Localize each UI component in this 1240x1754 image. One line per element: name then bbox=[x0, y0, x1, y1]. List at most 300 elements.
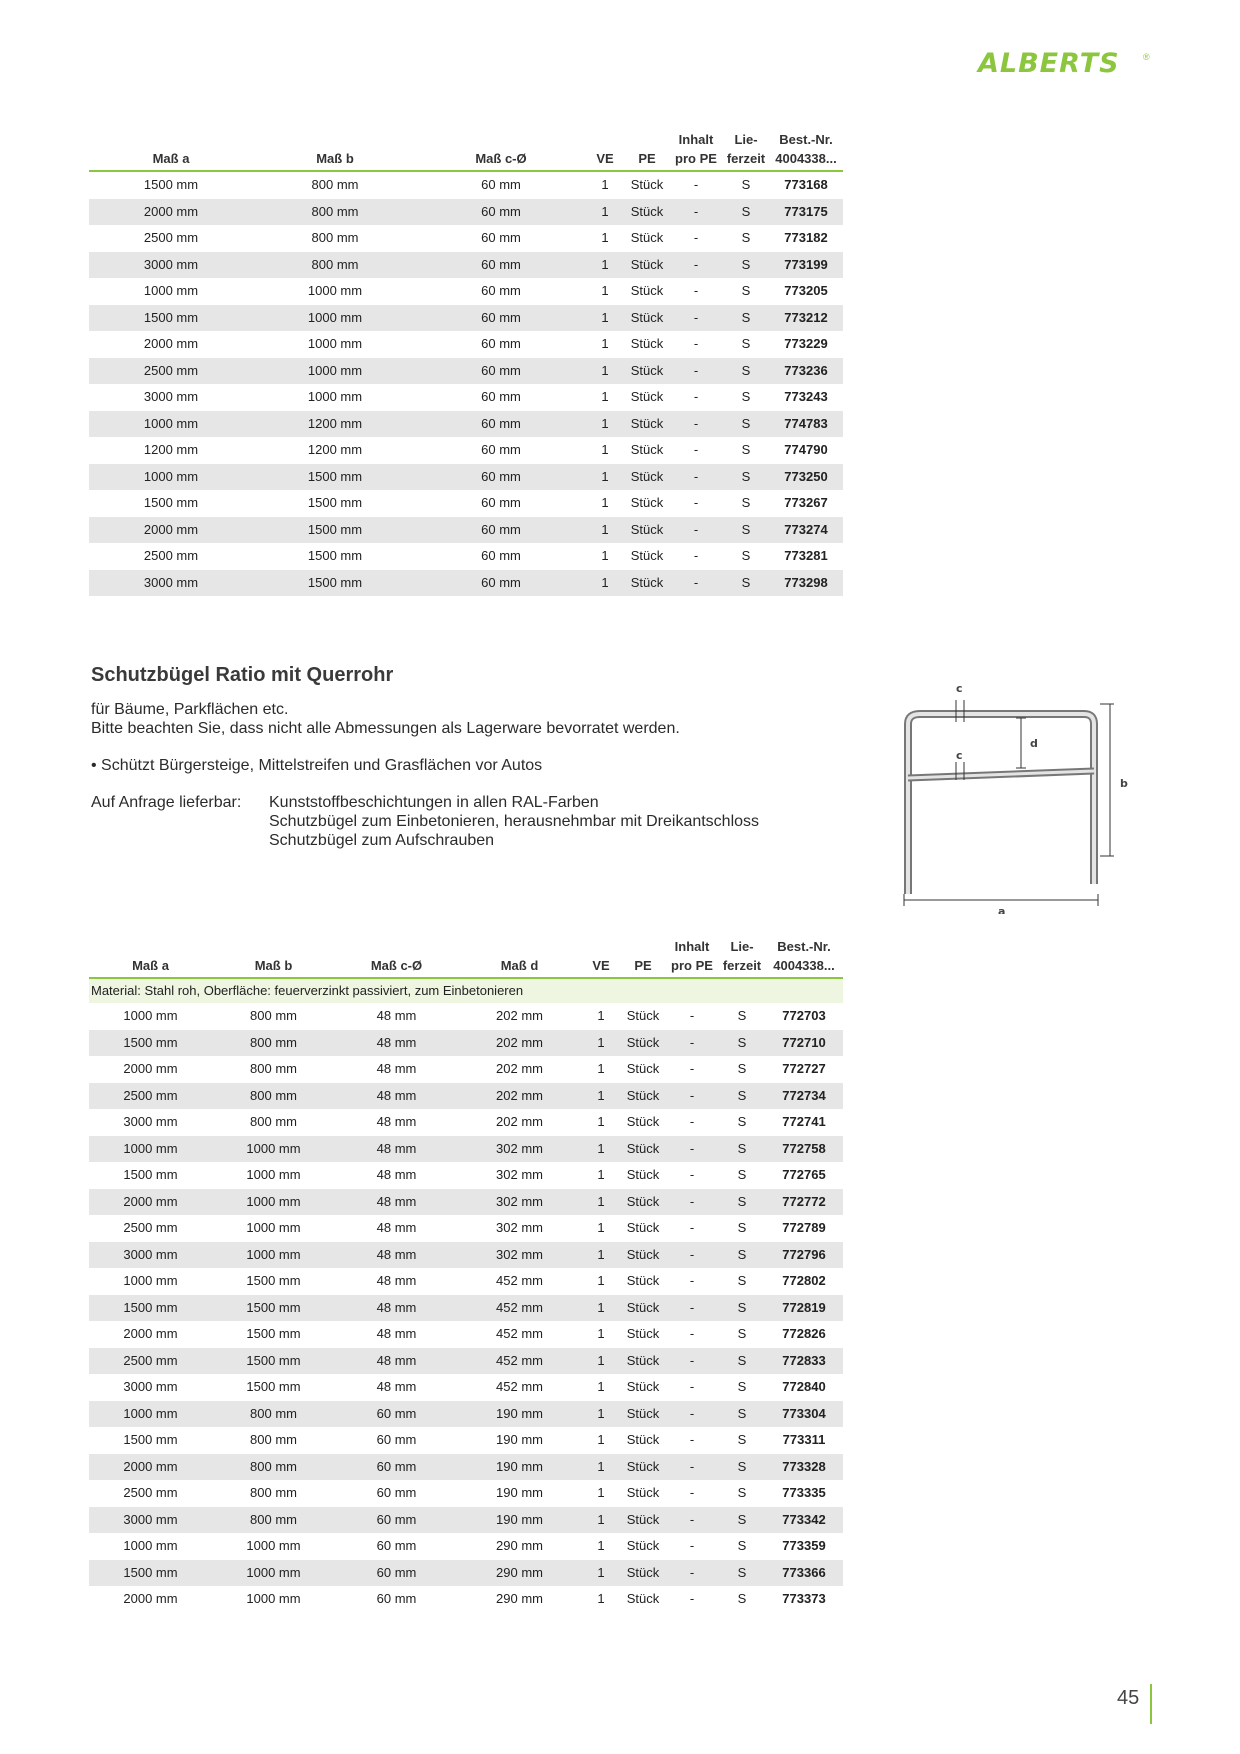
table-cell: Stück bbox=[630, 283, 664, 299]
table-cell: Stück bbox=[630, 442, 664, 458]
header-bestnr-line2: 4004338... bbox=[775, 151, 837, 166]
table-cell: 1200 mm bbox=[143, 442, 199, 458]
table-cell: 1 bbox=[585, 570, 625, 597]
table-cell: 452 mm bbox=[458, 1348, 581, 1375]
table-row bbox=[89, 570, 843, 597]
table-cell: - bbox=[665, 1560, 719, 1587]
table-cell: 3000 mm bbox=[89, 1507, 212, 1534]
table-cell: 1 bbox=[601, 336, 609, 352]
table-cell: 1 bbox=[581, 1083, 621, 1110]
table-cell: 3000 mm bbox=[89, 1242, 212, 1269]
table-cell: 302 mm bbox=[496, 1167, 543, 1183]
table-cell: 1200 mm bbox=[307, 442, 363, 458]
table-cell: 1 bbox=[581, 1136, 621, 1163]
table-cell: - bbox=[689, 1008, 695, 1024]
table-row bbox=[89, 1056, 843, 1083]
table-cell: - bbox=[669, 411, 723, 438]
table-cell: 48 mm bbox=[376, 1273, 417, 1289]
table-cell: 60 mm bbox=[417, 305, 585, 332]
table-cell: 48 mm bbox=[335, 1030, 458, 1057]
table-cell: - bbox=[693, 177, 699, 193]
feature-bullet: • Schützt Bürgersteige, Mittelstreifen und Grasflächen vor Autos bbox=[91, 757, 543, 774]
table-cell: S bbox=[737, 1008, 747, 1024]
table-cell: Stück bbox=[625, 570, 669, 597]
table-cell: - bbox=[693, 548, 699, 564]
table-cell: S bbox=[737, 1326, 747, 1342]
table-cell: 60 mm bbox=[417, 411, 585, 438]
table-cell: 1 bbox=[585, 199, 625, 226]
table-cell: - bbox=[669, 570, 723, 597]
table-cell: 1 bbox=[601, 442, 609, 458]
table-cell: - bbox=[693, 389, 699, 405]
table-cell: Stück bbox=[630, 230, 664, 246]
header-mass-a: Maß a bbox=[89, 937, 212, 978]
table-cell: 1500 mm bbox=[123, 1167, 178, 1183]
table-cell: 1000 mm bbox=[307, 389, 363, 405]
table-cell: 60 mm bbox=[481, 442, 521, 458]
table-cell: S bbox=[741, 495, 751, 511]
page-number: 45 bbox=[1117, 1687, 1140, 1709]
table-cell: 2500 mm bbox=[123, 1485, 178, 1501]
table-cell: - bbox=[669, 305, 723, 332]
page-number-bar bbox=[1150, 1684, 1152, 1724]
table-cell: 772826 bbox=[782, 1326, 826, 1342]
table-cell: Stück bbox=[626, 1591, 660, 1607]
table-cell: 1000 mm bbox=[212, 1189, 335, 1216]
table-cell: 3000 mm bbox=[89, 570, 253, 597]
table-row bbox=[89, 1348, 843, 1375]
table-cell: 1 bbox=[597, 1061, 605, 1077]
section-description-line2: Bitte beachten Sie, dass nicht alle Abmessungen als Lagerware bevorratet werden. bbox=[91, 720, 680, 737]
product-dimension-diagram bbox=[884, 674, 1134, 914]
header-ve: VE bbox=[581, 937, 621, 978]
table-row bbox=[89, 1401, 843, 1428]
table-cell: 190 mm bbox=[458, 1507, 581, 1534]
table-cell: S bbox=[719, 1083, 765, 1110]
table-cell: 60 mm bbox=[335, 1507, 458, 1534]
table-cell: 773175 bbox=[769, 199, 843, 226]
table-cell: - bbox=[689, 1326, 695, 1342]
brand-registered-mark: ® bbox=[1143, 52, 1150, 62]
table-cell: 800 mm bbox=[250, 1485, 297, 1501]
table-cell: 772765 bbox=[782, 1167, 826, 1183]
table-cell: - bbox=[669, 199, 723, 226]
table-cell: - bbox=[689, 1538, 695, 1554]
table-cell: - bbox=[669, 517, 723, 544]
table-row bbox=[89, 543, 843, 570]
table-cell: 1500 mm bbox=[212, 1295, 335, 1322]
table-cell: Stück bbox=[621, 1348, 665, 1375]
brand-logo bbox=[978, 48, 1148, 82]
table-cell: 60 mm bbox=[417, 464, 585, 491]
table-cell: 48 mm bbox=[376, 1326, 417, 1342]
table-cell: 1000 mm bbox=[307, 336, 363, 352]
table-cell: 800 mm bbox=[212, 1030, 335, 1057]
table-cell: 2500 mm bbox=[143, 548, 199, 564]
table-row bbox=[89, 1454, 843, 1481]
table-row bbox=[89, 331, 843, 358]
table-cell: 773182 bbox=[784, 230, 828, 246]
table-cell: S bbox=[723, 464, 769, 491]
table-cell: 1 bbox=[601, 548, 609, 564]
table-cell: S bbox=[723, 199, 769, 226]
table-cell: Stück bbox=[625, 517, 669, 544]
table-cell: S bbox=[741, 230, 751, 246]
table-cell: 1 bbox=[581, 1560, 621, 1587]
table-cell: 772734 bbox=[765, 1083, 843, 1110]
dimension-label-a: a bbox=[998, 905, 1006, 914]
table-cell: 800 mm bbox=[311, 230, 359, 246]
table-cell: 773342 bbox=[765, 1507, 843, 1534]
header-bestnr-line2: 4004338... bbox=[773, 958, 835, 973]
table-cell: 800 mm bbox=[212, 1507, 335, 1534]
table-cell: 1500 mm bbox=[253, 517, 417, 544]
table-row bbox=[89, 1507, 843, 1534]
table-cell: 1000 mm bbox=[253, 358, 417, 385]
table-cell: 773168 bbox=[784, 177, 828, 193]
table-cell: 48 mm bbox=[376, 1167, 417, 1183]
table-cell: Stück bbox=[630, 177, 664, 193]
table-cell: 1500 mm bbox=[143, 495, 199, 511]
table-cell: 1000 mm bbox=[89, 464, 253, 491]
table-cell: 60 mm bbox=[376, 1485, 417, 1501]
table-cell: 800 mm bbox=[311, 177, 359, 193]
table-header-row bbox=[89, 130, 843, 171]
table-cell: 60 mm bbox=[376, 1538, 417, 1554]
table-cell: 60 mm bbox=[481, 283, 521, 299]
table-row bbox=[89, 1268, 843, 1295]
table-cell: 1000 mm bbox=[123, 1538, 178, 1554]
table-cell: S bbox=[719, 1242, 765, 1269]
table-cell: 2000 mm bbox=[89, 517, 253, 544]
table-cell: 772703 bbox=[782, 1008, 826, 1024]
table-cell: - bbox=[665, 1242, 719, 1269]
table-cell: Stück bbox=[626, 1220, 660, 1236]
table-cell: - bbox=[665, 1295, 719, 1322]
table-cell: 1500 mm bbox=[307, 548, 363, 564]
header-mass-c: Maß c-Ø bbox=[335, 937, 458, 978]
table-cell: - bbox=[665, 1348, 719, 1375]
table-cell: 452 mm bbox=[496, 1273, 543, 1289]
table-cell: Stück bbox=[626, 1167, 660, 1183]
table-cell: 1500 mm bbox=[143, 177, 199, 193]
table-cell: S bbox=[719, 1560, 765, 1587]
table-cell: 773298 bbox=[769, 570, 843, 597]
table-cell: S bbox=[737, 1114, 747, 1130]
table-cell: 48 mm bbox=[376, 1220, 417, 1236]
table-cell: 302 mm bbox=[458, 1189, 581, 1216]
table-cell: 1000 mm bbox=[246, 1538, 301, 1554]
table-row bbox=[89, 1136, 843, 1163]
table-cell: S bbox=[737, 1432, 747, 1448]
table-cell: 2000 mm bbox=[89, 199, 253, 226]
table-cell: 1500 mm bbox=[253, 464, 417, 491]
table-cell: 60 mm bbox=[481, 495, 521, 511]
table-row bbox=[89, 490, 843, 517]
table-cell: 773359 bbox=[782, 1538, 826, 1554]
table-cell: 1500 mm bbox=[89, 1560, 212, 1587]
table-cell: - bbox=[669, 358, 723, 385]
table-cell: Stück bbox=[630, 389, 664, 405]
table-cell: Stück bbox=[626, 1326, 660, 1342]
table-cell: 773199 bbox=[769, 252, 843, 279]
table-cell: 1000 mm bbox=[123, 1008, 178, 1024]
table-cell: 1000 mm bbox=[89, 1136, 212, 1163]
availability-label: Auf Anfrage lieferbar: bbox=[91, 794, 242, 811]
table-cell: Stück bbox=[621, 1507, 665, 1534]
header-inhalt-line1: Inhalt bbox=[678, 132, 714, 147]
header-inhalt-line2: pro PE bbox=[671, 958, 713, 973]
table-row bbox=[89, 1162, 843, 1189]
table-cell: - bbox=[669, 252, 723, 279]
table-cell: 772833 bbox=[765, 1348, 843, 1375]
table-cell: Stück bbox=[625, 358, 669, 385]
table-cell: 48 mm bbox=[335, 1242, 458, 1269]
table-cell: - bbox=[693, 283, 699, 299]
table-cell: 800 mm bbox=[250, 1008, 297, 1024]
table-cell: 60 mm bbox=[335, 1454, 458, 1481]
table-cell: 1000 mm bbox=[212, 1136, 335, 1163]
table-row bbox=[89, 1295, 843, 1322]
table-cell: 1500 mm bbox=[246, 1273, 301, 1289]
table-cell: S bbox=[719, 1189, 765, 1216]
table-cell: 1 bbox=[597, 1008, 605, 1024]
table-cell: Stück bbox=[625, 252, 669, 279]
table-cell: Stück bbox=[621, 1560, 665, 1587]
table-cell: Stück bbox=[630, 548, 664, 564]
table-cell: 1 bbox=[581, 1242, 621, 1269]
table-cell: 1000 mm bbox=[123, 1273, 178, 1289]
table-cell: 60 mm bbox=[417, 570, 585, 597]
table-cell: 773243 bbox=[784, 389, 828, 405]
availability-item: Kunststoffbeschichtungen in allen RAL-Farben bbox=[269, 794, 599, 811]
table-cell: S bbox=[719, 1401, 765, 1428]
table-cell: S bbox=[737, 1167, 747, 1183]
table-cell: 800 mm bbox=[250, 1061, 297, 1077]
table-cell: S bbox=[741, 177, 751, 193]
table-cell: S bbox=[741, 336, 751, 352]
table-cell: 2000 mm bbox=[89, 1189, 212, 1216]
table-cell: Stück bbox=[626, 1538, 660, 1554]
header-lieferzeit bbox=[719, 937, 765, 978]
table-cell: 1 bbox=[601, 283, 609, 299]
table-cell: 1 bbox=[585, 252, 625, 279]
table-cell: 3000 mm bbox=[123, 1114, 178, 1130]
table-cell: 1000 mm bbox=[212, 1560, 335, 1587]
table-cell: 800 mm bbox=[212, 1454, 335, 1481]
table-row bbox=[89, 464, 843, 491]
table-cell: 773335 bbox=[782, 1485, 826, 1501]
table-cell: 2500 mm bbox=[89, 1083, 212, 1110]
table-cell: 800 mm bbox=[212, 1401, 335, 1428]
header-mass-b: Maß b bbox=[212, 937, 335, 978]
material-row bbox=[89, 978, 843, 1003]
table-cell: 1 bbox=[581, 1189, 621, 1216]
table-row bbox=[89, 278, 843, 305]
table-cell: Stück bbox=[621, 1136, 665, 1163]
table-cell: 48 mm bbox=[335, 1348, 458, 1375]
table-cell: - bbox=[689, 1273, 695, 1289]
table-cell: Stück bbox=[621, 1030, 665, 1057]
table-row bbox=[89, 1030, 843, 1057]
header-mass-a: Maß a bbox=[89, 130, 253, 171]
table-cell: S bbox=[741, 548, 751, 564]
table-cell: S bbox=[719, 1136, 765, 1163]
header-lieferzeit-line2: ferzeit bbox=[726, 151, 766, 166]
table-cell: 774790 bbox=[784, 442, 828, 458]
table-cell: 1 bbox=[601, 495, 609, 511]
table-cell: 773274 bbox=[769, 517, 843, 544]
table-cell: 1 bbox=[597, 1591, 605, 1607]
table-cell: S bbox=[741, 389, 751, 405]
table-cell: 60 mm bbox=[335, 1401, 458, 1428]
table-cell: Stück bbox=[626, 1379, 660, 1395]
table-cell: S bbox=[723, 411, 769, 438]
table-cell: 772741 bbox=[782, 1114, 826, 1130]
table-cell: 60 mm bbox=[335, 1560, 458, 1587]
table-cell: - bbox=[689, 1379, 695, 1395]
table-cell: 1 bbox=[581, 1295, 621, 1322]
table-row bbox=[89, 358, 843, 385]
product-table-1 bbox=[89, 130, 843, 596]
table-cell: 302 mm bbox=[496, 1220, 543, 1236]
table-cell: Stück bbox=[621, 1401, 665, 1428]
table-cell: - bbox=[665, 1507, 719, 1534]
table-cell: - bbox=[693, 230, 699, 246]
table-cell: - bbox=[693, 336, 699, 352]
table-header-row bbox=[89, 937, 843, 978]
table-cell: 1 bbox=[597, 1167, 605, 1183]
table-cell: 774783 bbox=[769, 411, 843, 438]
table-row bbox=[89, 252, 843, 279]
table-cell: Stück bbox=[625, 411, 669, 438]
table-cell: - bbox=[689, 1114, 695, 1130]
table-cell: 772796 bbox=[765, 1242, 843, 1269]
table-row bbox=[89, 1586, 843, 1613]
table-cell: 1 bbox=[597, 1273, 605, 1289]
table-cell: - bbox=[669, 464, 723, 491]
table-cell: Stück bbox=[625, 464, 669, 491]
table-cell: 1000 mm bbox=[307, 283, 363, 299]
table-cell: Stück bbox=[626, 1114, 660, 1130]
dimension-label-c-bottom: c bbox=[956, 749, 963, 762]
table-cell: 2500 mm bbox=[123, 1220, 178, 1236]
table-cell: 772802 bbox=[782, 1273, 826, 1289]
table-cell: - bbox=[665, 1401, 719, 1428]
table-cell: - bbox=[665, 1189, 719, 1216]
header-bestnr-line1: Best.-Nr. bbox=[779, 132, 833, 147]
table-cell: 60 mm bbox=[481, 177, 521, 193]
table-cell: 773366 bbox=[765, 1560, 843, 1587]
table-cell: 2000 mm bbox=[123, 1061, 178, 1077]
table-cell: - bbox=[689, 1591, 695, 1607]
header-inhalt bbox=[665, 937, 719, 978]
table-cell: 800 mm bbox=[253, 199, 417, 226]
table-cell: 773236 bbox=[769, 358, 843, 385]
table-cell: 1500 mm bbox=[89, 1295, 212, 1322]
table-cell: 1 bbox=[585, 358, 625, 385]
table-cell: 772710 bbox=[765, 1030, 843, 1057]
product-table-1-body bbox=[89, 171, 843, 596]
table-cell: 48 mm bbox=[376, 1061, 417, 1077]
table-cell: 1 bbox=[581, 1454, 621, 1481]
table-cell: 773250 bbox=[769, 464, 843, 491]
table-cell: - bbox=[689, 1485, 695, 1501]
table-cell: S bbox=[741, 442, 751, 458]
table-cell: 772840 bbox=[782, 1379, 826, 1395]
header-lieferzeit-line2: ferzeit bbox=[722, 958, 762, 973]
table-cell: 1 bbox=[597, 1432, 605, 1448]
table-cell: S bbox=[737, 1061, 747, 1077]
table-cell: 2500 mm bbox=[89, 1348, 212, 1375]
header-inhalt-line2: pro PE bbox=[675, 151, 717, 166]
table-row bbox=[89, 1215, 843, 1242]
table-cell: S bbox=[723, 517, 769, 544]
table-cell: - bbox=[665, 1083, 719, 1110]
availability-list bbox=[269, 793, 759, 850]
table-cell: Stück bbox=[621, 1295, 665, 1322]
table-cell: 48 mm bbox=[335, 1083, 458, 1110]
table-cell: 48 mm bbox=[376, 1008, 417, 1024]
table-cell: 772819 bbox=[765, 1295, 843, 1322]
table-cell: 3000 mm bbox=[143, 389, 199, 405]
section-description-line1: für Bäume, Parkflächen etc. bbox=[91, 701, 289, 718]
table-cell: 60 mm bbox=[376, 1591, 417, 1607]
table-cell: 60 mm bbox=[481, 230, 521, 246]
dimension-label-c-top: c bbox=[956, 682, 963, 695]
product-table-2-body bbox=[89, 978, 843, 1613]
table-cell: 772727 bbox=[782, 1061, 826, 1077]
table-cell: S bbox=[737, 1273, 747, 1289]
table-cell: 773328 bbox=[765, 1454, 843, 1481]
table-cell: 773212 bbox=[769, 305, 843, 332]
table-row bbox=[89, 1560, 843, 1587]
table-cell: - bbox=[665, 1030, 719, 1057]
table-cell: 1 bbox=[597, 1114, 605, 1130]
availability-item: Schutzbügel zum Aufschrauben bbox=[269, 832, 495, 849]
table-cell: 302 mm bbox=[458, 1136, 581, 1163]
header-mass-d: Maß d bbox=[458, 937, 581, 978]
table-cell: - bbox=[689, 1061, 695, 1077]
table-row bbox=[89, 305, 843, 332]
table-cell: 290 mm bbox=[496, 1591, 543, 1607]
table-cell: S bbox=[737, 1379, 747, 1395]
table-row bbox=[89, 1374, 843, 1401]
table-cell: Stück bbox=[626, 1061, 660, 1077]
table-cell: 190 mm bbox=[496, 1485, 543, 1501]
table-cell: 3000 mm bbox=[123, 1379, 178, 1395]
table-cell: S bbox=[737, 1538, 747, 1554]
table-cell: 1 bbox=[601, 389, 609, 405]
table-cell: 60 mm bbox=[417, 252, 585, 279]
table-cell: 800 mm bbox=[250, 1432, 297, 1448]
table-cell: 1500 mm bbox=[253, 570, 417, 597]
table-cell: 290 mm bbox=[458, 1560, 581, 1587]
table-cell: 1 bbox=[601, 230, 609, 246]
header-mass-b: Maß b bbox=[253, 130, 417, 171]
table-cell: 302 mm bbox=[458, 1242, 581, 1269]
table-cell: 773205 bbox=[784, 283, 828, 299]
table-cell: 48 mm bbox=[335, 1189, 458, 1216]
table-cell: 1200 mm bbox=[253, 411, 417, 438]
table-cell: 2000 mm bbox=[143, 336, 199, 352]
table-cell: 1500 mm bbox=[246, 1379, 301, 1395]
table-cell: - bbox=[693, 495, 699, 511]
table-cell: 2000 mm bbox=[123, 1326, 178, 1342]
table-cell: S bbox=[719, 1454, 765, 1481]
table-cell: 800 mm bbox=[253, 252, 417, 279]
table-cell: - bbox=[693, 442, 699, 458]
